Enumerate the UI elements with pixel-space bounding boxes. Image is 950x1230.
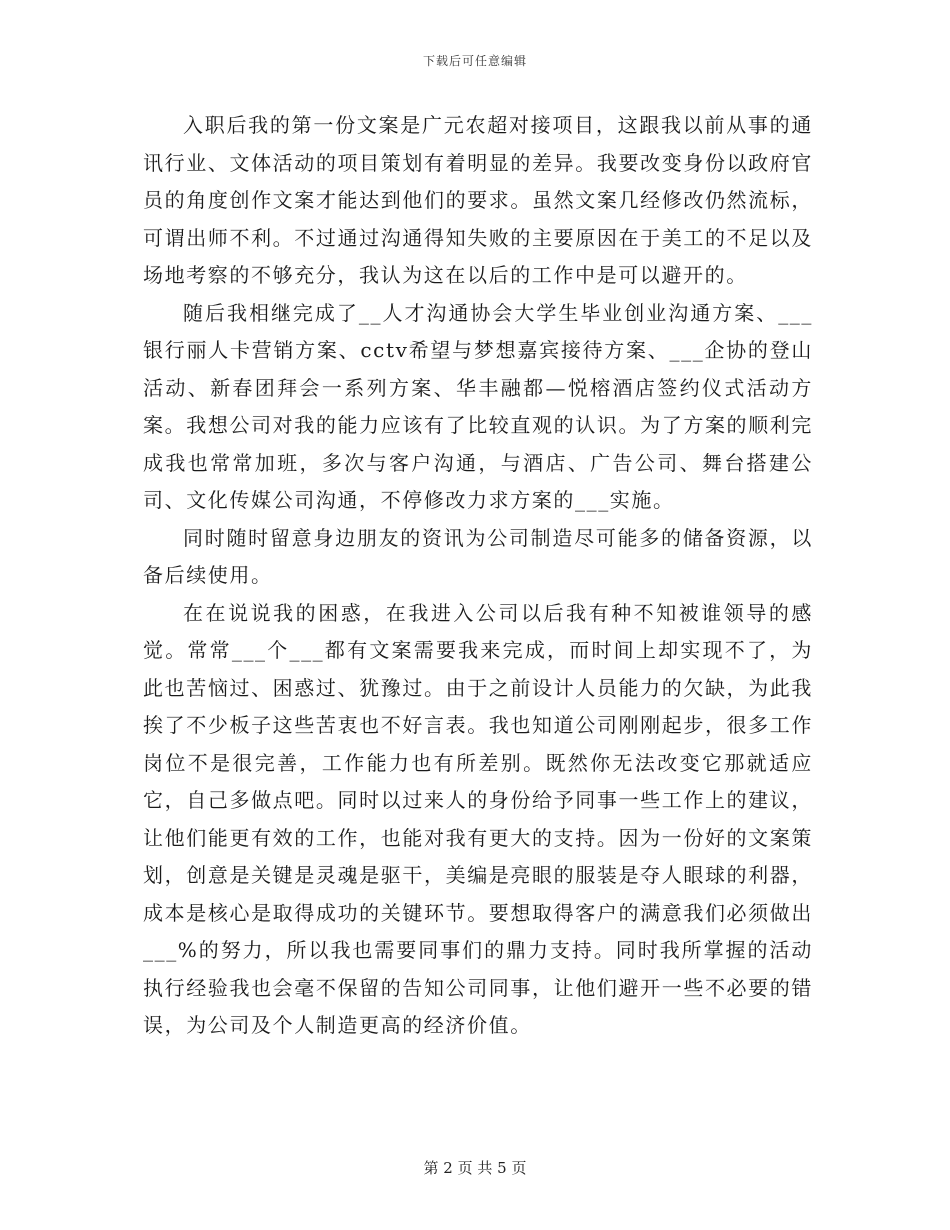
document-body [143,107,813,1045]
paragraph-4: 在在说说我的困惑，在我进入公司以后我有种不知被谁领导的感觉。常常___个___都有文案需要我来完成，而时间上却实现不了，为此也苦恼过、困惑过、犹豫过。由于之前设计人员能力的欠缺，为此我挨了不少板子这些苦衷也不好言表。我也知道公司刚刚起步，很多工作岗位不是很完善，工作能力也有所差别。既然你无法改变它那就适应它，自己多做点吧。同时以过来人的身份给予同事一些工作上的建议，让他们能更有效的工作，也能对我有更大的支持。因为一份好的文案策划，创意是关键是灵魂是驱干，美编是亮眼的服装是夺人眼球的利器，成本是核心是取得成功的关键环节。要想取得客户的满意我们必须做出___%的努力，所以我也需要同事们的鼎力支持。同时我所掌握的活动执行经验我也会毫不保留的告知公司同事，让他们避开一些不必要的错误，为公司及个人制造更高的经济价值。 [143,600,813,1037]
page-footer: 第 2 页 共 5 页 [423,1159,527,1177]
paragraph-2: 随后我相继完成了__人才沟通协会大学生毕业创业沟通方案、___银行丽人卡营销方案、cctv希望与梦想嘉宾接待方案、___企协的登山活动、新春团拜会一系列方案、华丰融都—悦榕酒店签约仪式活动方案。我想公司对我的能力应该有了比较直观的认识。为了方案的顺利完成我也常常加班，多次与客户沟通，与酒店、广告公司、舞台搭建公司、文化传媒公司沟通，不停修改力求方案的___实施。 [143,300,813,512]
paragraph-3: 同时随时留意身边朋友的资讯为公司制造尽可能多的储备资源，以备后续使用。 [143,525,813,587]
page-header: 下载后可任意编辑 [422,54,527,68]
paragraph-1: 入职后我的第一份文案是广元农超对接项目，这跟我以前从事的通讯行业、文体活动的项目策划有着明显的差异。我要改变身份以政府官员的角度创作文案才能达到他们的要求。虽然文案几经修改仍然流标，可谓出师不利。不过通过沟通得知失败的主要原因在于美工的不足以及场地考察的不够充分，我认为这在以后的工作中是可以避开的。 [143,113,813,287]
